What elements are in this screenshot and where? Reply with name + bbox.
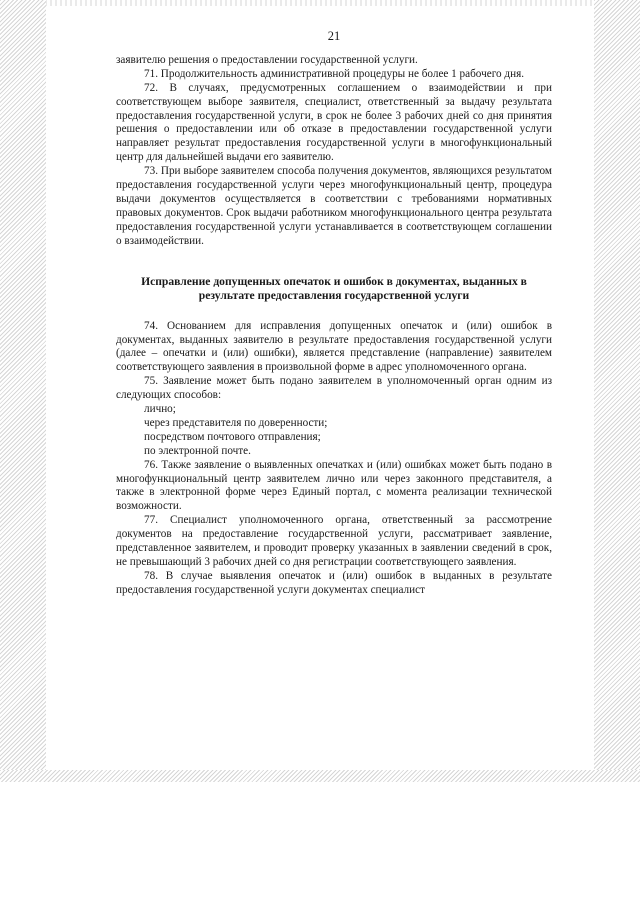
method-item-proxy: через представителя по доверенности; (144, 416, 328, 429)
scan-border-bottom (0, 770, 640, 782)
scan-border-left (0, 0, 46, 770)
document-page (116, 30, 552, 598)
paragraph-75: 75. Заявление может быть подано заявителем в уполномоченный орган одним из следующих способов: (116, 375, 552, 402)
paragraph-77: 77. Специалист уполномоченного органа, ответственный за рассмотрение документов на предоставление государственной услуги, рассматривает заявление, представленное заявителем, и проводит проверку указанных в заявлении сведений в срок, не превышающий 3 рабочих дней со дня регистрации соответствующего заявления. (116, 514, 552, 568)
page-number: 21 (327, 29, 341, 43)
paragraph-76: 76. Также заявление о выявленных опечатках и (или) ошибках может быть подано в многофункциональный центр заявителем лично или через законного представителя, а также в электронной форме через Единый портал, с момента реализации технической возможности. (116, 458, 552, 513)
paragraph-74: 74. Основанием для исправления допущенных опечаток и (или) ошибок в документах, выданных заявителю в результате предоставления государственной услуги (далее – опечатки и (или) ошибки), является представление (направление) заявителем соответствующего заявления в произвольной форме в адрес уполномоченного органа. (116, 319, 552, 374)
scan-border-right (594, 0, 640, 770)
method-item-in-person: лично; (144, 403, 176, 416)
paragraph-continuation: заявителю решения о предоставлении государственной услуги. (116, 53, 418, 66)
paragraph-73: 73. При выборе заявителем способа получения документов, являющихся результатом предоставления государственной услуги через многофункциональный центр, процедура выдачи документов осуществляется в соответствии с требованиями нормативных правовых документов. Срок выдачи работником многофункционального центра результата предоставления государственной услуги устанавливается в соответствующем соглашении о взаимодействии. (116, 165, 552, 247)
paragraph-78: 78. В случае выявления опечаток и (или) ошибок в выданных в результате предоставления государственной услуги документах специалист (116, 569, 552, 596)
scan-top-edge (0, 0, 640, 6)
method-item-post: посредством почтового отправления; (144, 430, 321, 443)
section-heading: Исправление допущенных опечаток и ошибок в документах, выданных в результате предоставления государственной услуги (141, 274, 527, 302)
method-item-email: по электронной почте. (144, 444, 251, 457)
paragraph-71: 71. Продолжительность административной процедуры не более 1 рабочего дня. (144, 67, 525, 80)
paragraph-72: 72. В случаях, предусмотренных соглашением о взаимодействии и при соответствующем выборе заявителя, специалист, ответственный за выдачу результата предоставления государственной услуги, в срок не более 3 рабочих дней со дня принятия решения о предоставлении или об отказе в предоставлении государственной услуги направляет результат предоставления государственной услуги в многофункциональный центр для дальнейшей выдачи его заявителю. (116, 81, 552, 164)
